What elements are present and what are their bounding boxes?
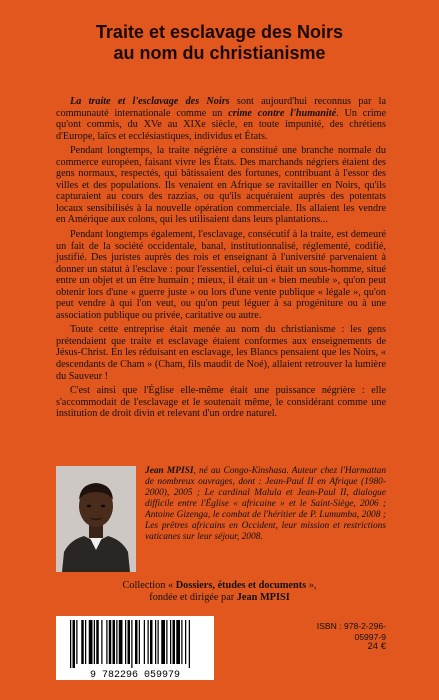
barcode-bar [158, 620, 159, 664]
paragraph-1: La traite et l'esclavage des Noirs sont aujourd'hui reconnus par la communauté internationale comme un crime contre l'humanité. Un crime qu'ont commis, du XVe au XIXe siècle, en toute impunité, des chrétiens d'Europe, laïcs et ecclésiastiques, individus et États. [56, 96, 387, 142]
author-bio [145, 466, 386, 543]
barcode-bar [128, 620, 131, 664]
author-portrait-icon [56, 466, 136, 572]
barcode-bar [89, 620, 93, 664]
barcode-bar [189, 620, 190, 668]
title-line-2: au nom du christianisme [113, 43, 326, 63]
barcode-icon [56, 616, 214, 680]
barcode-bar [125, 620, 126, 664]
barcode-bar [170, 620, 171, 664]
barcode-bar [173, 620, 176, 664]
barcode-bar [116, 620, 117, 664]
barcode-bar [150, 620, 153, 664]
book-title [0, 22, 439, 64]
barcode-bar [70, 620, 71, 668]
collection-info [0, 580, 439, 604]
barcode-bar [144, 620, 145, 664]
barcode-bar [139, 620, 140, 664]
collection-name: Dossiers, études et documents [175, 580, 307, 591]
barcode [56, 616, 214, 680]
lead-phrase: La traite et l'esclavage des Noirs [70, 96, 230, 107]
barcode-bar [101, 620, 102, 664]
barcode-bar [166, 620, 167, 664]
barcode-bar [81, 620, 84, 664]
barcode-bar [96, 620, 99, 664]
barcode-bar [131, 620, 132, 668]
barcode-bar [109, 620, 112, 664]
title-line-1: Traite et esclavage des Noirs [95, 22, 344, 42]
back-cover-text [56, 96, 386, 420]
barcode-bar [113, 620, 116, 664]
barcode-bar [176, 620, 180, 664]
isbn: ISBN : 978-2-296-05997-9 [316, 621, 386, 642]
collection-director: Jean MPISI [236, 592, 290, 603]
author-name: Jean MPISI [145, 466, 194, 476]
paragraph-2: Pendant longtemps, la traite négrière a constitué une branche normale du commerce européen, faisant vivre les États. Des marchands négriers étaient des gens normaux, respectés, qui bâtissaient des fortunes, contribuant à l'essor des villes et des populations. Ils venaient en Afrique se ravitailler en Noirs, qu'ils capturaient au cours des razzias, ou qu'ils acquéraient auprès des potentats locaux sensibilisés à la nouvelle opération commerciale. Ils allaient les vendre en Amérique aux colons, qui les utilisaient dans leurs plantations... [56, 145, 386, 226]
collection-line-2: fondée et dirigée par Jean MPISI [149, 592, 290, 603]
barcode-bar [106, 620, 107, 664]
price: 24 € [367, 641, 386, 652]
barcode-bar [119, 620, 123, 664]
paragraph-5: C'est ainsi que l'Église elle-même était une puissance négrière : elle s'accommodait de l'esclavage et le soutenait même, le considérant comme une institution de droit divin et relevant d'un ordre naturel. [56, 385, 386, 420]
barcode-bar [181, 620, 182, 664]
barcode-bar [135, 620, 138, 664]
barcode-digits: 9 782296 059979 [89, 670, 181, 680]
author-photo [56, 466, 136, 572]
collection-line-1: Collection « Dossiers, études et documents », [122, 580, 317, 591]
barcode-bar [155, 620, 156, 664]
barcode-bar [73, 620, 76, 668]
barcode-bar [148, 620, 149, 664]
paragraph-4: Toute cette entreprise était menée au nom du christianisme : les gens prétendaient que traite et esclavage étaient conformes aux enseignements de Jésus-Christ. En les réduisant en esclavage, les Blancs pensaient que les Noirs, « descendants de Cham » (Cham, fils maudit de Noé), allaient retrouver la lumière du Sauveur ! [56, 324, 386, 382]
emphasis-phrase: crime contre l'humanité [228, 107, 337, 119]
barcode-bar [185, 620, 186, 664]
barcode-bar [76, 620, 77, 664]
barcode-bar [85, 620, 86, 664]
author-bio-text: , né au Congo-Kinshasa. Auteur chez l'Harmattan de nombreux ouvrages, dont : Jean-Paul II en Afrique (1980-2000), 2005 ; Le cardinal Malula et Jean-Paul II, dialogue difficile entre l'Église « africaine » et le Saint-Siège, 2006 ; Antoine Gizenga, le combat de l'héritier de P. Lumumba, 2008 ; Les prêtres africains en Occident, leur mission et restrictions vaticanes sur leur séjour, 2008. [145, 466, 387, 543]
barcode-bar [161, 620, 165, 664]
barcode-bar [94, 620, 95, 664]
paragraph-3: Pendant longtemps également, l'esclavage, consécutif à la traite, est demeuré un fait de la société occidentale, banal, institutionnalisé, réglementé, codifié, justifié. Des juristes auprès des rois et enseignant à l'université parvenaient à donner un statut à l'esclave : pour l'essentiel, celui-ci était un sous-homme, situé entre un objet et un être humain ; mieux, il était un « bien meuble », qu'on peut obtenir lors d'une « guerre juste » ou lors d'une vente publique « légale », qu'on peut vendre à qui l'on veut, ou qu'on peut léguer à sa progéniture ou à une association publique ou privée, caritative ou autre. [56, 229, 386, 321]
